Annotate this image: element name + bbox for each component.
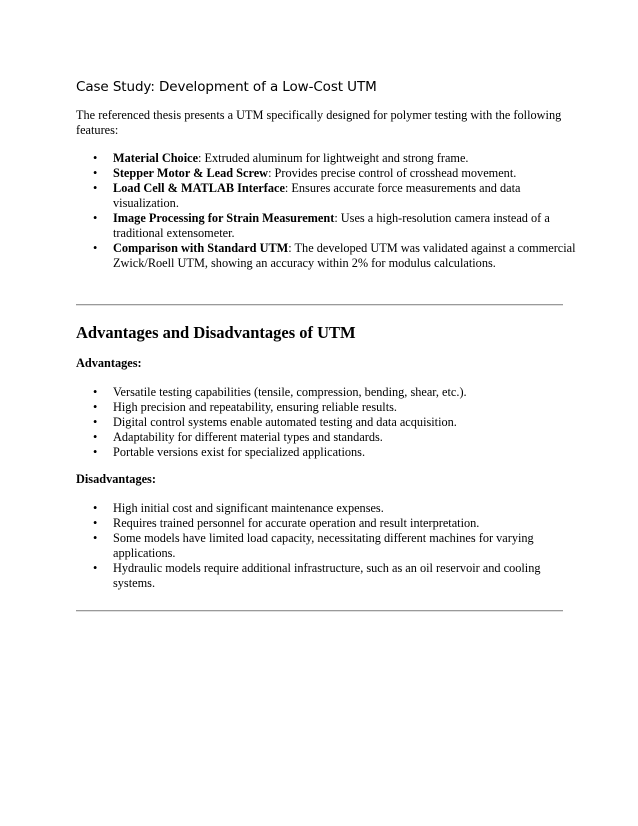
case-study-heading: Case Study: Development of a Low-Cost UTM bbox=[76, 79, 377, 95]
list-item bbox=[76, 151, 576, 166]
bullet-icon: • bbox=[93, 561, 98, 575]
feature-text: : Provides precise control of crosshead movement. bbox=[268, 166, 517, 180]
bullet-icon: • bbox=[93, 211, 98, 225]
list-item bbox=[76, 241, 576, 271]
list-item-text: High precision and repeatability, ensuring reliable results. bbox=[113, 400, 397, 414]
bullet-icon: • bbox=[93, 445, 98, 459]
feature-term: Load Cell & MATLAB Interface bbox=[113, 181, 285, 195]
case-study-intro: The referenced thesis presents a UTM specifically designed for polymer testing with the following features: bbox=[76, 108, 562, 137]
disadvantages-list bbox=[76, 501, 576, 591]
list-item-text: Adaptability for different material types and standards. bbox=[113, 430, 383, 444]
list-item-text: Portable versions exist for specialized applications. bbox=[113, 445, 366, 459]
feature-text: : Extruded aluminum for lightweight and strong frame. bbox=[198, 151, 469, 165]
bullet-icon: • bbox=[93, 516, 98, 530]
feature-text: : Uses a high-resolution camera instead of a traditional extensometer. bbox=[113, 211, 550, 240]
list-item bbox=[76, 430, 576, 445]
list-item-text: Some models have limited load capacity, necessitating different machines for varying applications. bbox=[113, 531, 534, 560]
horizontal-divider bbox=[76, 610, 563, 612]
feature-term: Stepper Motor & Lead Screw bbox=[113, 166, 269, 180]
list-item bbox=[76, 211, 576, 241]
feature-term: Image Processing for Strain Measurement bbox=[113, 211, 335, 225]
bullet-icon: • bbox=[93, 415, 98, 429]
bullet-icon: • bbox=[93, 166, 98, 180]
bullet-icon: • bbox=[93, 400, 98, 414]
bullet-icon: • bbox=[93, 385, 98, 399]
list-item-text: Versatile testing capabilities (tensile, compression, bending, shear, etc.). bbox=[113, 385, 467, 399]
list-item-text: Requires trained personnel for accurate operation and result interpretation. bbox=[113, 516, 480, 530]
bullet-icon: • bbox=[93, 501, 98, 515]
list-item bbox=[76, 181, 576, 211]
feature-term: Comparison with Standard UTM bbox=[113, 241, 289, 255]
bullet-icon: • bbox=[93, 181, 98, 195]
feature-term: Material Choice bbox=[113, 151, 199, 165]
feature-text: : Ensures accurate force measurements and data visualization. bbox=[113, 181, 521, 210]
list-item bbox=[76, 166, 576, 181]
list-item-text: Digital control systems enable automated testing and data acquisition. bbox=[113, 415, 457, 429]
advantages-list bbox=[76, 385, 576, 460]
advantages-heading: Advantages: bbox=[76, 356, 142, 370]
disadvantages-heading: Disadvantages: bbox=[76, 472, 156, 486]
list-item bbox=[76, 445, 576, 460]
feature-text: : The developed UTM was validated against a commercial Zwick/Roell UTM, showing an accuracy within 2% for modulus calculations. bbox=[113, 241, 576, 270]
bullet-icon: • bbox=[93, 241, 98, 255]
list-item bbox=[76, 531, 576, 561]
bullet-icon: • bbox=[93, 151, 98, 165]
bullet-icon: • bbox=[93, 531, 98, 545]
list-item bbox=[76, 516, 576, 531]
list-item-text: High initial cost and significant maintenance expenses. bbox=[113, 501, 384, 515]
list-item bbox=[76, 385, 576, 400]
features-list bbox=[76, 151, 576, 271]
list-item-text: Hydraulic models require additional infrastructure, such as an oil reservoir and cooling systems. bbox=[113, 561, 541, 590]
list-item bbox=[76, 501, 576, 516]
section-heading: Advantages and Disadvantages of UTM bbox=[76, 323, 356, 342]
horizontal-divider bbox=[76, 304, 563, 306]
list-item bbox=[76, 415, 576, 430]
bullet-icon: • bbox=[93, 430, 98, 444]
list-item bbox=[76, 561, 576, 591]
list-item bbox=[76, 400, 576, 415]
